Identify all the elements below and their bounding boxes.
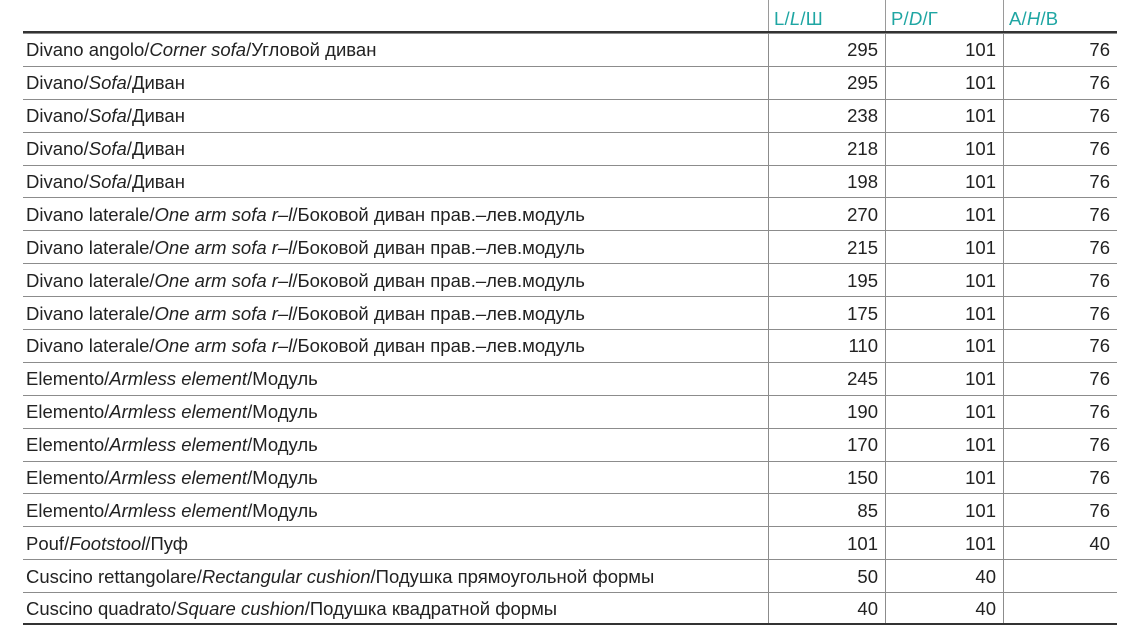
depth-value: 40 (885, 593, 1003, 623)
height-value: 76 (1003, 363, 1117, 395)
name-italian: Divano laterale (26, 335, 150, 357)
name-russian: Диван (131, 171, 185, 192)
name-sep: / (104, 499, 110, 521)
name-sep: / (246, 39, 252, 61)
header-depth: P / D / Г (885, 0, 1003, 31)
name-russian: Боковой диван прав.–лев.модуль (297, 335, 585, 357)
name-english: One arm sofa r–l (154, 203, 293, 225)
name-sep: / (104, 434, 110, 456)
length-value: 238 (768, 100, 885, 132)
name-russian: Боковой диван прав.–лев.модуль (297, 302, 585, 324)
name-sep: / (149, 236, 155, 258)
name-sep: / (149, 302, 155, 324)
name-sep: / (126, 72, 132, 94)
table-row (23, 263, 1117, 296)
height-value: 76 (1003, 166, 1117, 198)
name-english: Sofa (88, 138, 127, 160)
name-italian: Divano (26, 171, 84, 192)
header-depth-ru: Г (927, 7, 939, 29)
depth-value: 40 (885, 560, 1003, 592)
name-sep: / (149, 203, 155, 225)
length-value: 245 (768, 363, 885, 395)
depth-value: 101 (885, 330, 1003, 362)
name-sep: / (83, 171, 89, 192)
length-value: 215 (768, 231, 885, 263)
name-sep: / (126, 138, 132, 160)
table-row (23, 461, 1117, 494)
name-sep: / (126, 171, 132, 192)
dimensions-table (23, 0, 1117, 625)
height-value: 76 (1003, 330, 1117, 362)
height-value: 76 (1003, 462, 1117, 494)
name-english: Armless element (109, 401, 248, 423)
name-sep: / (292, 269, 298, 291)
product-name (23, 593, 768, 623)
table-row (23, 526, 1117, 559)
product-name (23, 560, 768, 592)
length-value: 295 (768, 67, 885, 99)
name-russian: Модуль (252, 434, 318, 456)
name-russian: Модуль (252, 368, 318, 390)
header-length-en: L (789, 7, 801, 29)
name-sep: / (247, 368, 253, 390)
name-sep: / (149, 269, 155, 291)
depth-value: 101 (885, 462, 1003, 494)
name-sep: / (292, 302, 298, 324)
name-english: Rectangular cushion (201, 565, 371, 587)
name-english: One arm sofa r–l (154, 302, 293, 324)
length-value: 198 (768, 166, 885, 198)
header-length-ru: Ш (805, 7, 823, 29)
product-name (23, 527, 768, 559)
depth-value: 101 (885, 396, 1003, 428)
name-italian: Divano laterale (26, 269, 150, 291)
product-name (23, 264, 768, 296)
name-russian: Угловой диван (251, 39, 377, 61)
table-row (23, 99, 1117, 132)
name-russian: Диван (131, 72, 185, 94)
table-row (23, 362, 1117, 395)
name-sep: / (104, 368, 110, 390)
header-height-en: H (1026, 7, 1041, 29)
name-sep: / (144, 39, 150, 61)
table-body (23, 33, 1117, 625)
product-name (23, 363, 768, 395)
name-sep: / (304, 597, 310, 619)
name-sep: / (171, 597, 177, 619)
length-value: 110 (768, 330, 885, 362)
table-row (23, 66, 1117, 99)
depth-value: 101 (885, 67, 1003, 99)
name-english: Armless element (109, 499, 248, 521)
depth-value: 101 (885, 34, 1003, 66)
product-name (23, 231, 768, 263)
name-sep: / (247, 434, 253, 456)
name-english: Armless element (109, 434, 248, 456)
product-name (23, 198, 768, 230)
name-sep: / (292, 236, 298, 258)
name-english: Armless element (109, 467, 248, 489)
product-name (23, 133, 768, 165)
name-italian: Elemento (26, 434, 105, 456)
table-row (23, 428, 1117, 461)
depth-value: 101 (885, 297, 1003, 329)
name-english: One arm sofa r–l (154, 335, 293, 357)
table-row (23, 592, 1117, 625)
name-english: Armless element (109, 368, 248, 390)
depth-value: 101 (885, 363, 1003, 395)
height-value: 76 (1003, 100, 1117, 132)
name-sep: / (292, 335, 298, 357)
name-russian: Боковой диван прав.–лев.модуль (297, 269, 585, 291)
name-russian: Модуль (252, 467, 318, 489)
product-name (23, 429, 768, 461)
name-english: Square cushion (176, 597, 305, 619)
depth-value: 101 (885, 198, 1003, 230)
name-english: Footstool (69, 532, 146, 554)
product-name (23, 396, 768, 428)
name-italian: Cuscino rettangolare (26, 565, 197, 587)
depth-value: 101 (885, 133, 1003, 165)
header-height-ru: В (1045, 7, 1059, 29)
length-value: 40 (768, 593, 885, 623)
product-name (23, 462, 768, 494)
name-russian: Диван (131, 138, 185, 160)
header-height: A / H / В (1003, 0, 1117, 31)
name-sep: / (196, 565, 202, 587)
name-russian: Модуль (252, 401, 318, 423)
name-russian: Подушка квадратной формы (309, 597, 558, 619)
product-name (23, 494, 768, 526)
name-sep: / (247, 499, 253, 521)
table-row (23, 33, 1117, 66)
name-russian: Пуф (150, 532, 189, 554)
name-italian: Cuscino quadrato (26, 597, 172, 619)
table-row (23, 197, 1117, 230)
length-value: 150 (768, 462, 885, 494)
height-value: 40 (1003, 527, 1117, 559)
name-italian: Divano laterale (26, 203, 150, 225)
name-italian: Divano laterale (26, 302, 150, 324)
height-value: 76 (1003, 198, 1117, 230)
name-sep: / (126, 105, 132, 127)
header-depth-en: D (908, 7, 923, 29)
name-sep: / (247, 401, 253, 423)
header-length: L / L / Ш (768, 0, 885, 31)
depth-value: 101 (885, 527, 1003, 559)
height-value: 76 (1003, 297, 1117, 329)
length-value: 50 (768, 560, 885, 592)
name-italian: Divano (26, 72, 84, 94)
depth-value: 101 (885, 429, 1003, 461)
table-row (23, 493, 1117, 526)
product-name (23, 330, 768, 362)
name-russian: Боковой диван прав.–лев.модуль (297, 203, 585, 225)
name-italian: Elemento (26, 467, 105, 489)
table-row (23, 395, 1117, 428)
name-russian: Подушка прямоугольной формы (375, 565, 655, 587)
name-english: Sofa (88, 171, 127, 192)
height-value (1003, 593, 1117, 623)
header-length-it: L (774, 7, 785, 29)
name-english: Sofa (88, 72, 127, 94)
depth-value: 101 (885, 100, 1003, 132)
table-row (23, 296, 1117, 329)
height-value (1003, 560, 1117, 592)
name-sep: / (145, 532, 151, 554)
name-italian: Elemento (26, 368, 105, 390)
table-row (23, 559, 1117, 592)
name-english: Sofa (88, 105, 127, 127)
height-value: 76 (1003, 67, 1117, 99)
name-italian: Divano (26, 138, 84, 160)
name-english: Corner sofa (149, 39, 247, 61)
name-sep: / (83, 138, 89, 160)
depth-value: 101 (885, 264, 1003, 296)
name-italian: Elemento (26, 401, 105, 423)
table-header-row (23, 0, 1117, 33)
name-sep: / (104, 467, 110, 489)
product-name (23, 67, 768, 99)
length-value: 295 (768, 34, 885, 66)
name-italian: Divano (26, 105, 84, 127)
header-name-cell (23, 0, 768, 31)
depth-value: 101 (885, 494, 1003, 526)
length-value: 85 (768, 494, 885, 526)
height-value: 76 (1003, 34, 1117, 66)
length-value: 101 (768, 527, 885, 559)
product-name (23, 34, 768, 66)
header-depth-it: P (891, 7, 904, 29)
height-value: 76 (1003, 133, 1117, 165)
height-value: 76 (1003, 396, 1117, 428)
name-english: One arm sofa r–l (154, 236, 293, 258)
product-name (23, 297, 768, 329)
header-height-it: A (1009, 7, 1022, 29)
table-row (23, 165, 1117, 198)
name-russian: Боковой диван прав.–лев.модуль (297, 236, 585, 258)
name-sep: / (83, 105, 89, 127)
table-row (23, 230, 1117, 263)
name-italian: Elemento (26, 499, 105, 521)
product-name (23, 100, 768, 132)
table-row (23, 329, 1117, 362)
length-value: 195 (768, 264, 885, 296)
name-italian: Divano laterale (26, 236, 150, 258)
length-value: 175 (768, 297, 885, 329)
depth-value: 101 (885, 166, 1003, 198)
length-value: 218 (768, 133, 885, 165)
name-english: One arm sofa r–l (154, 269, 293, 291)
name-russian: Диван (131, 105, 185, 127)
table-row (23, 132, 1117, 165)
name-sep: / (247, 467, 253, 489)
name-sep: / (292, 203, 298, 225)
length-value: 270 (768, 198, 885, 230)
product-name (23, 166, 768, 198)
height-value: 76 (1003, 264, 1117, 296)
name-sep: / (83, 72, 89, 94)
name-russian: Модуль (252, 499, 318, 521)
length-value: 190 (768, 396, 885, 428)
name-sep: / (104, 401, 110, 423)
name-italian: Pouf (26, 532, 65, 554)
name-italian: Divano angolo (26, 39, 145, 61)
name-sep: / (64, 532, 70, 554)
height-value: 76 (1003, 429, 1117, 461)
name-sep: / (370, 565, 376, 587)
length-value: 170 (768, 429, 885, 461)
name-sep: / (149, 335, 155, 357)
height-value: 76 (1003, 494, 1117, 526)
depth-value: 101 (885, 231, 1003, 263)
height-value: 76 (1003, 231, 1117, 263)
